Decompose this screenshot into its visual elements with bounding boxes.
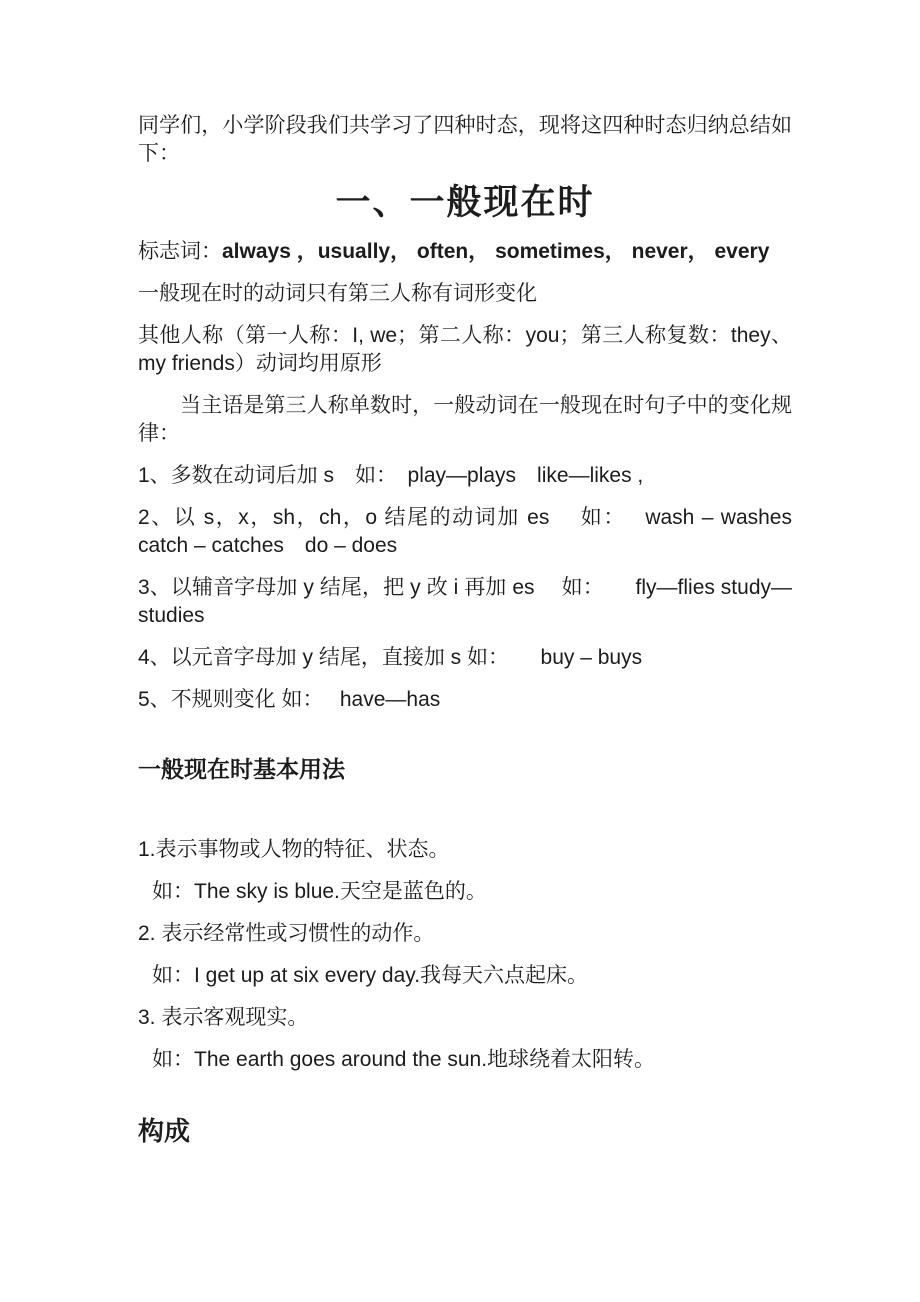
usage-rule-3: 3. 表示客观现实。 bbox=[138, 1006, 309, 1029]
third-person-paragraph: 一般现在时的动词只有第三人称有词形变化 bbox=[138, 282, 537, 305]
intro-paragraph: 同学们，小学阶段我们共学习了四种时态，现将这四种时态归纳总结如下： bbox=[138, 114, 792, 165]
marker-words-line bbox=[138, 238, 792, 266]
document-title: 一、一般现在时 bbox=[335, 183, 595, 222]
rule-item-5: 5、不规则变化 如： have—has bbox=[138, 688, 441, 711]
other-persons-paragraph: 其他人称（第一人称：I, we；第二人称：you；第三人称复数：they、my friends）动词均用原形 bbox=[138, 324, 792, 375]
composition-section-heading: 构成 bbox=[138, 1116, 191, 1146]
usage-example-1: 如：The sky is blue.天空是蓝色的。 bbox=[152, 880, 487, 903]
usage-example-3: 如：The earth goes around the sun.地球绕着太阳转。 bbox=[152, 1048, 656, 1071]
rule-item-4: 4、以元音字母加 y 结尾，直接加 s 如： buy – buys bbox=[138, 646, 643, 669]
usage-example-2: 如：I get up at six every day.我每天六点起床。 bbox=[152, 964, 589, 987]
rule-item-1: 1、多数在动词后加 s 如： play—plays like—likes , bbox=[138, 464, 644, 487]
marker-label: 标志词： bbox=[138, 240, 222, 263]
marker-words: always ，usually， often， sometimes， never， every bbox=[222, 240, 770, 263]
usage-rule-2: 2. 表示经常性或习惯性的动作。 bbox=[138, 922, 435, 945]
usage-rule-1: 1.表示事物或人物的特征、状态。 bbox=[138, 838, 450, 861]
rule-item-2: 2、以 s，x，sh，ch，o 结尾的动词加 es 如： wash – washes catch – catches do – does bbox=[138, 506, 792, 557]
usage-section-heading: 一般现在时基本用法 bbox=[138, 756, 345, 782]
rule-intro-paragraph: 当主语是第三人称单数时，一般动词在一般现在时句子中的变化规律： bbox=[138, 394, 792, 445]
rule-item-3: 3、以辅音字母加 y 结尾，把 y 改 i 再加 es 如： fly—flies study—studies bbox=[138, 576, 792, 627]
